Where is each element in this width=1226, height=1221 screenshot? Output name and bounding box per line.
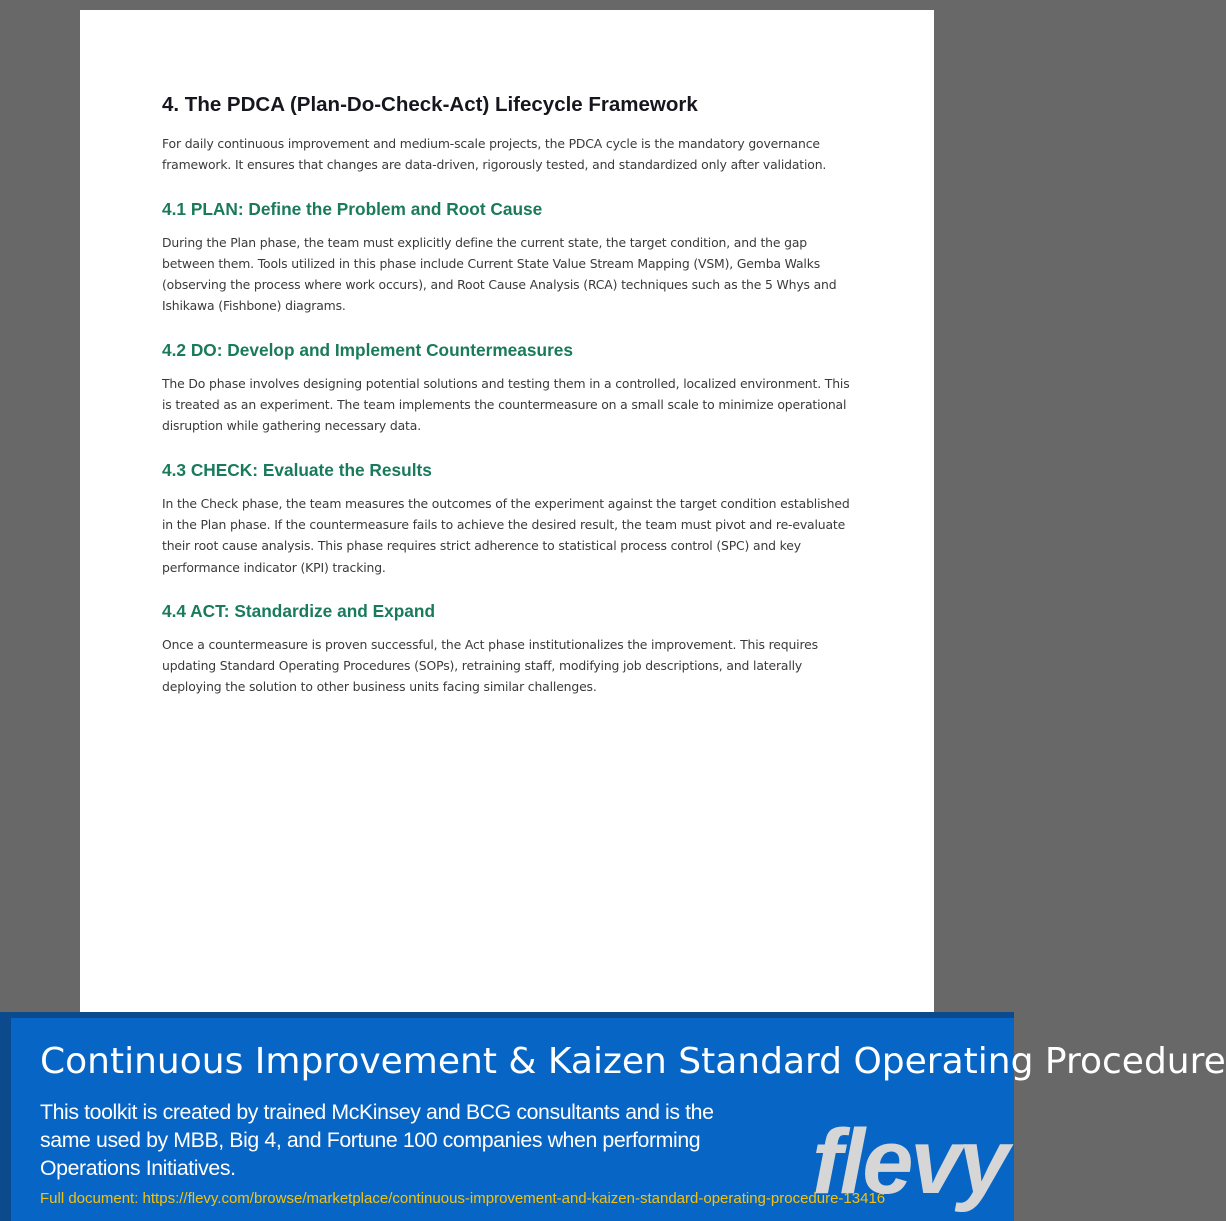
document-page <box>80 10 934 1012</box>
promo-banner <box>0 1012 1226 1221</box>
check-paragraph: In the Check phase, the team measures the outcomes of the experiment against the target condition established in the Plan phase. If the countermeasure fails to achieve the desired result, the team must pivot and re-evaluate their root cause analysis. This phase requires strict adherence to statistical process control (SPC) and key performance indicator (KPI) tracking. <box>162 495 850 575</box>
flevy-logo[interactable] <box>808 1111 1008 1213</box>
act-paragraph: Once a countermeasure is proven successful, the Act phase institutionalizes the improvement. This requires updating Standard Operating Procedures (SOPs), retraining staff, modifying job descriptions, and laterally deploying the solution to other business units facing similar challenges. <box>162 636 818 695</box>
do-heading: 4.2 DO: Develop and Implement Countermeasures <box>162 339 574 360</box>
banner-title: Continuous Improvement & Kaizen Standard Operating Procedure <box>40 1041 1226 1082</box>
plan-paragraph: During the Plan phase, the team must explicitly define the current state, the target condition, and the gap between them. Tools utilized in this phase include Current State Value Stream Mapping (VSM), Gemba Walks (observing the process where work occurs), and Root Cause Analysis (RCA) techniques such as the 5 Whys and Ishikawa (Fishbone) diagrams. <box>162 234 837 314</box>
logo-text: flevy <box>812 1111 1007 1213</box>
intro-paragraph: For daily continuous improvement and medium-scale projects, the PDCA cycle is the mandatory governance framework. It ensures that changes are data-driven, rigorously tested, and standardized only after validation. <box>162 136 827 173</box>
promo-banner-panel <box>11 1018 1226 1221</box>
act-heading: 4.4 ACT: Standardize and Expand <box>162 600 436 621</box>
full-document-link[interactable]: Full document: https://flevy.com/browse/marketplace/continuous-improvement-and-kaizen-standard-operating-procedure-13416 <box>40 1190 886 1207</box>
do-paragraph: The Do phase involves designing potential solutions and testing them in a controlled, localized environment. This is treated as an experiment. The team implements the countermeasure on a small scale to minimize operational disruption while gathering necessary data. <box>162 375 850 434</box>
plan-heading: 4.1 PLAN: Define the Problem and Root Cause <box>162 198 543 219</box>
banner-description: This toolkit is created by trained McKinsey and BCG consultants and is the same used by MBB, Big 4, and Fortune 100 companies when performing Operations Initiatives. <box>40 1100 714 1180</box>
check-heading: 4.3 CHECK: Evaluate the Results <box>162 459 432 480</box>
page-content <box>162 92 852 698</box>
section-title: 4. The PDCA (Plan-Do-Check-Act) Lifecycle Framework <box>162 93 698 116</box>
